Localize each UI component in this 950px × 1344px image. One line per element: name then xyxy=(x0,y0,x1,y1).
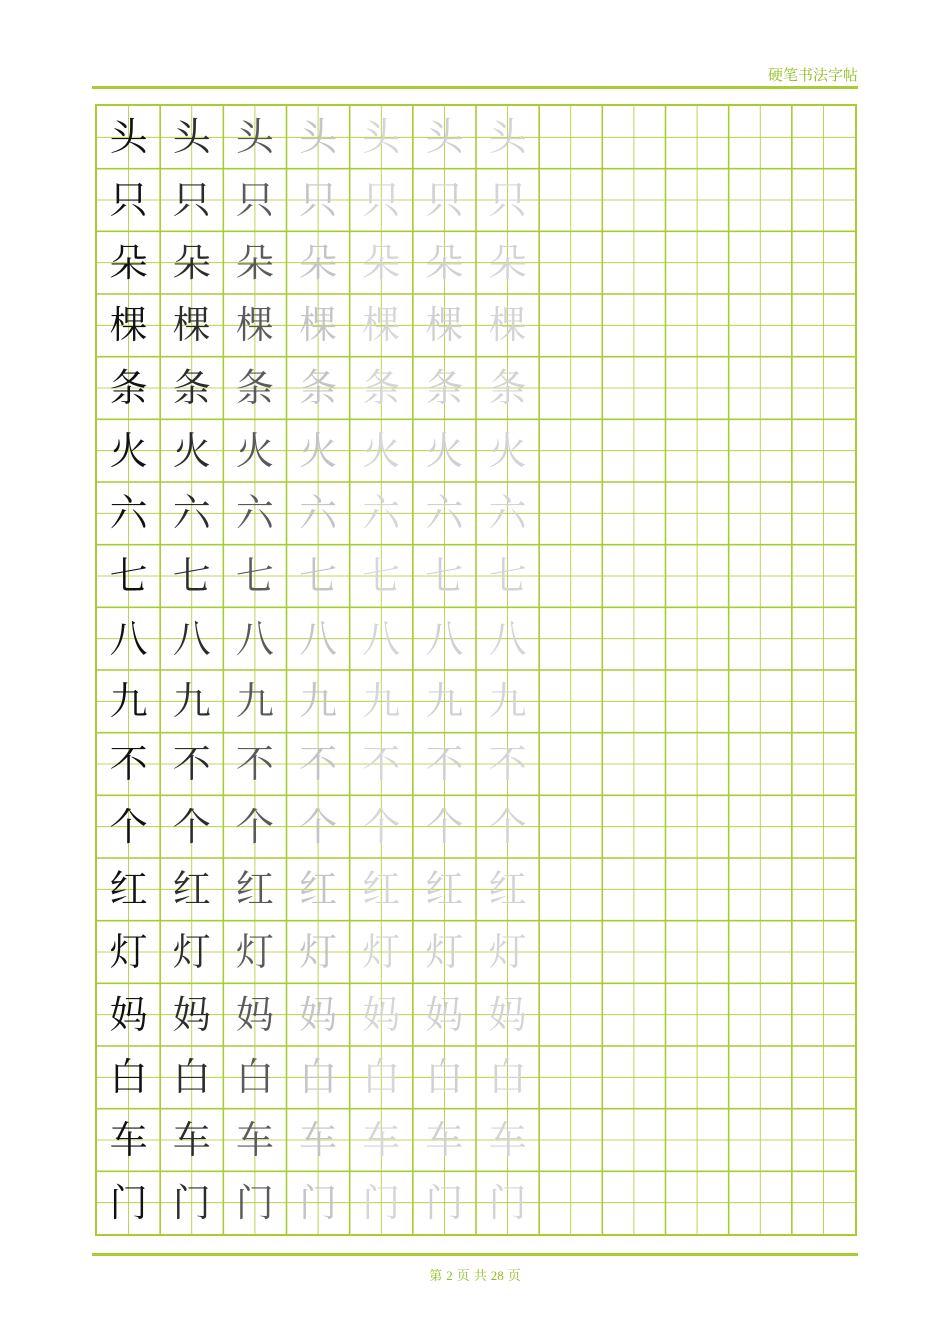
trace-character: 八 xyxy=(488,616,527,661)
trace-character: 个 xyxy=(425,804,464,849)
model-character: 红 xyxy=(109,867,148,912)
trace-character: 棵 xyxy=(172,303,211,348)
trace-character: 个 xyxy=(235,804,274,849)
trace-character: 棵 xyxy=(488,303,527,348)
trace-character: 白 xyxy=(362,1055,401,1100)
practice-row xyxy=(97,921,855,984)
trace-character: 棵 xyxy=(362,303,401,348)
trace-character: 红 xyxy=(235,867,274,912)
trace-character: 头 xyxy=(362,115,401,160)
practice-row xyxy=(97,419,855,482)
practice-row xyxy=(97,607,855,670)
trace-character: 车 xyxy=(488,1117,527,1162)
trace-character: 灯 xyxy=(362,929,401,974)
trace-character: 只 xyxy=(488,177,527,222)
trace-character: 条 xyxy=(425,365,464,410)
trace-character: 头 xyxy=(172,115,211,160)
trace-character: 火 xyxy=(235,428,274,473)
practice-row xyxy=(97,670,855,733)
trace-character: 七 xyxy=(488,553,527,598)
trace-character: 火 xyxy=(362,428,401,473)
trace-character: 妈 xyxy=(362,992,401,1037)
trace-character: 条 xyxy=(172,365,211,410)
trace-character: 不 xyxy=(425,741,464,786)
trace-character: 八 xyxy=(172,616,211,661)
trace-character: 火 xyxy=(172,428,211,473)
model-character: 个 xyxy=(109,804,148,849)
trace-character: 六 xyxy=(172,491,211,536)
trace-character: 只 xyxy=(425,177,464,222)
trace-character: 不 xyxy=(235,741,274,786)
trace-character: 个 xyxy=(172,804,211,849)
practice-row xyxy=(97,106,855,169)
trace-character: 朵 xyxy=(488,240,527,285)
trace-character: 头 xyxy=(425,115,464,160)
trace-character: 红 xyxy=(425,867,464,912)
trace-character: 红 xyxy=(299,867,338,912)
model-character: 妈 xyxy=(109,992,148,1037)
trace-character: 不 xyxy=(362,741,401,786)
trace-character: 八 xyxy=(362,616,401,661)
trace-character: 六 xyxy=(235,491,274,536)
trace-character: 朵 xyxy=(235,240,274,285)
trace-character: 红 xyxy=(488,867,527,912)
trace-character: 条 xyxy=(362,365,401,410)
trace-character: 条 xyxy=(235,365,274,410)
trace-character: 六 xyxy=(425,491,464,536)
model-character: 不 xyxy=(109,741,148,786)
trace-character: 朵 xyxy=(299,240,338,285)
trace-character: 白 xyxy=(488,1055,527,1100)
trace-character: 白 xyxy=(425,1055,464,1100)
trace-character: 不 xyxy=(172,741,211,786)
model-character: 白 xyxy=(109,1055,148,1100)
trace-character: 棵 xyxy=(425,303,464,348)
trace-character: 火 xyxy=(299,428,338,473)
trace-character: 灯 xyxy=(172,929,211,974)
model-character: 六 xyxy=(109,491,148,536)
trace-character: 妈 xyxy=(425,992,464,1037)
trace-character: 车 xyxy=(172,1117,211,1162)
trace-character: 六 xyxy=(299,491,338,536)
trace-character: 车 xyxy=(425,1117,464,1162)
model-character: 八 xyxy=(109,616,148,661)
trace-character: 八 xyxy=(235,616,274,661)
trace-character: 朵 xyxy=(425,240,464,285)
footer-total-prefix: 共 xyxy=(473,1268,487,1283)
trace-character: 朵 xyxy=(362,240,401,285)
trace-character: 红 xyxy=(172,867,211,912)
trace-character: 灯 xyxy=(299,929,338,974)
trace-character: 九 xyxy=(299,679,338,724)
model-character: 朵 xyxy=(109,240,148,285)
trace-character: 门 xyxy=(299,1180,338,1225)
trace-character: 六 xyxy=(362,491,401,536)
trace-character: 门 xyxy=(488,1180,527,1225)
trace-character: 九 xyxy=(488,679,527,724)
top-divider xyxy=(92,86,858,89)
trace-character: 白 xyxy=(299,1055,338,1100)
practice-row xyxy=(97,795,855,858)
header-title: 硬笔书法字帖 xyxy=(767,66,858,84)
trace-character: 条 xyxy=(488,365,527,410)
trace-character: 朵 xyxy=(172,240,211,285)
trace-character: 门 xyxy=(235,1180,274,1225)
footer-page-unit: 页 xyxy=(456,1268,470,1283)
trace-character: 只 xyxy=(299,177,338,222)
trace-character: 头 xyxy=(488,115,527,160)
trace-character: 车 xyxy=(362,1117,401,1162)
model-character: 棵 xyxy=(109,303,148,348)
trace-character: 不 xyxy=(299,741,338,786)
page-footer xyxy=(0,1265,950,1284)
practice-row xyxy=(97,1109,855,1172)
trace-character: 八 xyxy=(299,616,338,661)
bottom-divider xyxy=(92,1253,858,1256)
practice-row xyxy=(97,169,855,232)
trace-character: 七 xyxy=(299,553,338,598)
trace-character: 白 xyxy=(235,1055,274,1100)
model-character: 七 xyxy=(109,553,148,598)
trace-character: 条 xyxy=(299,365,338,410)
trace-character: 个 xyxy=(299,804,338,849)
practice-row xyxy=(97,858,855,921)
trace-character: 九 xyxy=(362,679,401,724)
model-character: 只 xyxy=(109,177,148,222)
trace-character: 火 xyxy=(488,428,527,473)
trace-character: 门 xyxy=(362,1180,401,1225)
trace-character: 车 xyxy=(299,1117,338,1162)
practice-grid xyxy=(95,104,857,1236)
trace-character: 妈 xyxy=(488,992,527,1037)
trace-character: 九 xyxy=(425,679,464,724)
trace-character: 妈 xyxy=(299,992,338,1037)
trace-character: 只 xyxy=(235,177,274,222)
trace-character: 不 xyxy=(488,741,527,786)
trace-character: 火 xyxy=(425,428,464,473)
practice-row xyxy=(97,357,855,420)
model-character: 火 xyxy=(109,428,148,473)
trace-character: 七 xyxy=(235,553,274,598)
trace-character: 九 xyxy=(235,679,274,724)
trace-character: 头 xyxy=(299,115,338,160)
trace-character: 车 xyxy=(235,1117,274,1162)
trace-character: 头 xyxy=(235,115,274,160)
trace-character: 白 xyxy=(172,1055,211,1100)
trace-character: 只 xyxy=(172,177,211,222)
practice-row xyxy=(97,294,855,357)
trace-character: 门 xyxy=(172,1180,211,1225)
footer-page-number: 2 xyxy=(446,1268,453,1283)
trace-character: 七 xyxy=(172,553,211,598)
practice-row xyxy=(97,231,855,294)
trace-character: 九 xyxy=(172,679,211,724)
practice-row xyxy=(97,545,855,608)
trace-character: 灯 xyxy=(425,929,464,974)
practice-row xyxy=(97,1046,855,1109)
trace-character: 灯 xyxy=(235,929,274,974)
model-character: 条 xyxy=(109,365,148,410)
trace-character: 六 xyxy=(488,491,527,536)
practice-row xyxy=(97,733,855,796)
practice-row xyxy=(97,482,855,545)
trace-character: 棵 xyxy=(299,303,338,348)
practice-row xyxy=(97,983,855,1046)
trace-character: 八 xyxy=(425,616,464,661)
trace-character: 妈 xyxy=(235,992,274,1037)
footer-total-unit: 页 xyxy=(507,1268,521,1283)
model-character: 头 xyxy=(109,115,148,160)
trace-character: 七 xyxy=(425,553,464,598)
trace-character: 门 xyxy=(425,1180,464,1225)
trace-character: 七 xyxy=(362,553,401,598)
footer-total-pages: 28 xyxy=(490,1268,504,1283)
trace-character: 灯 xyxy=(488,929,527,974)
model-character: 车 xyxy=(109,1117,148,1162)
model-character: 灯 xyxy=(109,929,148,974)
trace-character: 红 xyxy=(362,867,401,912)
trace-character: 妈 xyxy=(172,992,211,1037)
trace-character: 只 xyxy=(362,177,401,222)
model-character: 九 xyxy=(109,679,148,724)
trace-character: 个 xyxy=(488,804,527,849)
trace-character: 个 xyxy=(362,804,401,849)
footer-prefix: 第 xyxy=(429,1268,443,1283)
trace-character: 棵 xyxy=(235,303,274,348)
practice-row xyxy=(97,1171,855,1234)
model-character: 门 xyxy=(109,1180,148,1225)
